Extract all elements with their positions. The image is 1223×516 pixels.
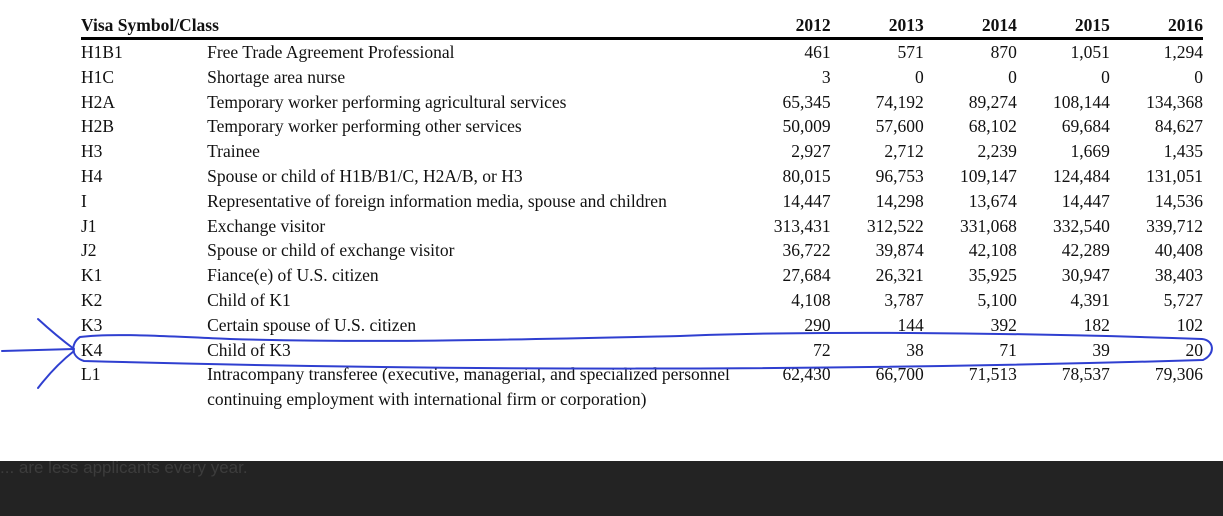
year-value: 36,722 [782, 240, 831, 261]
year-value: 27,684 [782, 265, 831, 286]
table-row [81, 362, 1203, 412]
table-row [81, 338, 1203, 363]
year-value: 182 [1083, 314, 1110, 335]
year-value: 2,712 [884, 141, 924, 162]
table-row [81, 65, 1203, 90]
year-value: 84,627 [1154, 116, 1203, 137]
year-value: 392 [990, 314, 1017, 335]
year-value: 1,294 [1163, 42, 1203, 62]
visa-symbol: K2 [81, 289, 103, 310]
visa-symbol: K3 [81, 314, 103, 335]
visa-description: Child of K1 [207, 289, 291, 310]
year-header: 2013 [831, 14, 924, 39]
year-value: 57,600 [875, 116, 924, 137]
year-value: 35,925 [968, 265, 1017, 286]
year-value: 39,874 [875, 240, 924, 261]
year-value: 20 [1185, 339, 1203, 360]
table-row [81, 164, 1203, 189]
year-value: 4,108 [791, 289, 831, 310]
year-value: 870 [990, 42, 1017, 62]
table-row [81, 139, 1203, 164]
visa-symbol: L1 [81, 364, 101, 385]
year-value: 1,051 [1070, 42, 1110, 62]
table-row [81, 114, 1203, 139]
arrow-shaft [2, 349, 74, 351]
year-value: 0 [1101, 66, 1110, 87]
year-value: 42,108 [968, 240, 1017, 261]
year-value: 71 [999, 339, 1017, 360]
visa-description: Child of K3 [207, 339, 291, 360]
year-value: 134,368 [1146, 91, 1203, 112]
visa-description: Trainee [207, 141, 260, 162]
year-value: 50,009 [782, 116, 831, 137]
arrow-head-upper [38, 319, 74, 349]
visa-description: Free Trade Agreement Professional [207, 42, 455, 62]
visa-description: Spouse or child of H1B/B1/C, H2A/B, or H3 [207, 165, 523, 186]
year-value: 72 [813, 339, 831, 360]
visa-description: Fiance(e) of U.S. citizen [207, 265, 379, 286]
year-value: 108,144 [1053, 91, 1110, 112]
visa-class-table [81, 14, 1203, 412]
year-header: 2012 [738, 14, 831, 39]
year-value: 14,447 [1061, 190, 1110, 211]
year-value: 313,431 [773, 215, 831, 236]
visa-symbol: H4 [81, 165, 103, 186]
year-value: 5,100 [977, 289, 1017, 310]
visa-class-header: Visa Symbol/Class [81, 14, 738, 39]
year-value: 89,274 [968, 91, 1017, 112]
year-value: 42,289 [1061, 240, 1110, 261]
year-value: 339,712 [1146, 215, 1203, 236]
year-value: 332,540 [1053, 215, 1110, 236]
year-value: 14,447 [782, 190, 831, 211]
year-value: 312,522 [866, 215, 924, 236]
year-value: 1,435 [1163, 141, 1203, 162]
visa-description: Certain spouse of U.S. citizen [207, 314, 417, 335]
year-value: 96,753 [875, 165, 924, 186]
year-value: 78,537 [1061, 364, 1110, 385]
year-header: 2016 [1110, 14, 1203, 39]
visa-symbol: I [81, 190, 87, 211]
year-value: 14,298 [875, 190, 924, 211]
year-value: 144 [897, 314, 924, 335]
year-value: 65,345 [782, 91, 831, 112]
caption-text: ... are less applicants every year. [0, 458, 248, 477]
visa-description: Temporary worker performing agricultural services [207, 91, 567, 112]
year-value: 0 [1194, 66, 1203, 87]
year-value: 1,669 [1070, 141, 1110, 162]
year-value: 62,430 [782, 364, 831, 385]
year-value: 40,408 [1154, 240, 1203, 261]
year-value: 4,391 [1070, 289, 1110, 310]
year-value: 124,484 [1053, 165, 1110, 186]
visa-symbol: H3 [81, 141, 103, 162]
year-value: 68,102 [968, 116, 1017, 137]
table-row [81, 39, 1203, 65]
table-row [81, 238, 1203, 263]
year-value: 331,068 [959, 215, 1017, 236]
year-value: 80,015 [782, 165, 831, 186]
year-value: 109,147 [959, 165, 1017, 186]
year-value: 26,321 [875, 265, 924, 286]
year-value: 571 [897, 42, 924, 62]
visa-symbol: H2A [81, 91, 116, 112]
table-header-row [81, 14, 1203, 39]
year-value: 14,536 [1154, 190, 1203, 211]
visa-symbol: J2 [81, 240, 97, 261]
visa-symbol: J1 [81, 215, 97, 236]
visa-description: Temporary worker performing other services [207, 116, 522, 137]
visa-description: Spouse or child of exchange visitor [207, 240, 455, 261]
table-row [81, 90, 1203, 115]
year-value: 290 [804, 314, 831, 335]
year-value: 5,727 [1163, 289, 1203, 310]
year-value: 102 [1176, 314, 1203, 335]
table-row [81, 189, 1203, 214]
year-value: 0 [914, 66, 924, 87]
year-header: 2014 [924, 14, 1017, 39]
visa-description: Intracompany transferee (executive, managerial, and specialized personnel continuing employment with international firm or corporation) [207, 364, 730, 410]
table-row [81, 313, 1203, 338]
year-value: 71,513 [968, 364, 1017, 385]
year-value: 2,239 [977, 141, 1017, 162]
arrow-head-lower [38, 351, 74, 388]
visa-description: Representative of foreign information media, spouse and children [207, 190, 667, 211]
visa-symbol: H1C [81, 66, 115, 87]
table-row [81, 263, 1203, 288]
year-value: 461 [804, 42, 831, 62]
visa-symbol: H2B [81, 116, 115, 137]
year-value: 74,192 [875, 91, 924, 112]
year-header: 2015 [1017, 14, 1110, 39]
visa-description: Shortage area nurse [207, 66, 346, 87]
year-value: 13,674 [968, 190, 1017, 211]
year-value: 131,051 [1146, 165, 1203, 186]
year-value: 3 [821, 66, 831, 87]
year-value: 38,403 [1154, 265, 1203, 286]
visa-symbol: H1B1 [81, 42, 123, 62]
table-row [81, 288, 1203, 313]
visa-description: Exchange visitor [207, 215, 326, 236]
year-value: 39 [1092, 339, 1110, 360]
year-value: 30,947 [1061, 265, 1110, 286]
year-value: 66,700 [875, 364, 924, 385]
year-value: 79,306 [1154, 364, 1203, 385]
year-value: 2,927 [791, 141, 831, 162]
visa-symbol: K1 [81, 265, 103, 286]
year-value: 38 [906, 339, 924, 360]
visa-symbol: K4 [81, 339, 103, 360]
year-value: 3,787 [884, 289, 924, 310]
year-value: 0 [1008, 66, 1017, 87]
table-row [81, 214, 1203, 239]
year-value: 69,684 [1061, 116, 1110, 137]
